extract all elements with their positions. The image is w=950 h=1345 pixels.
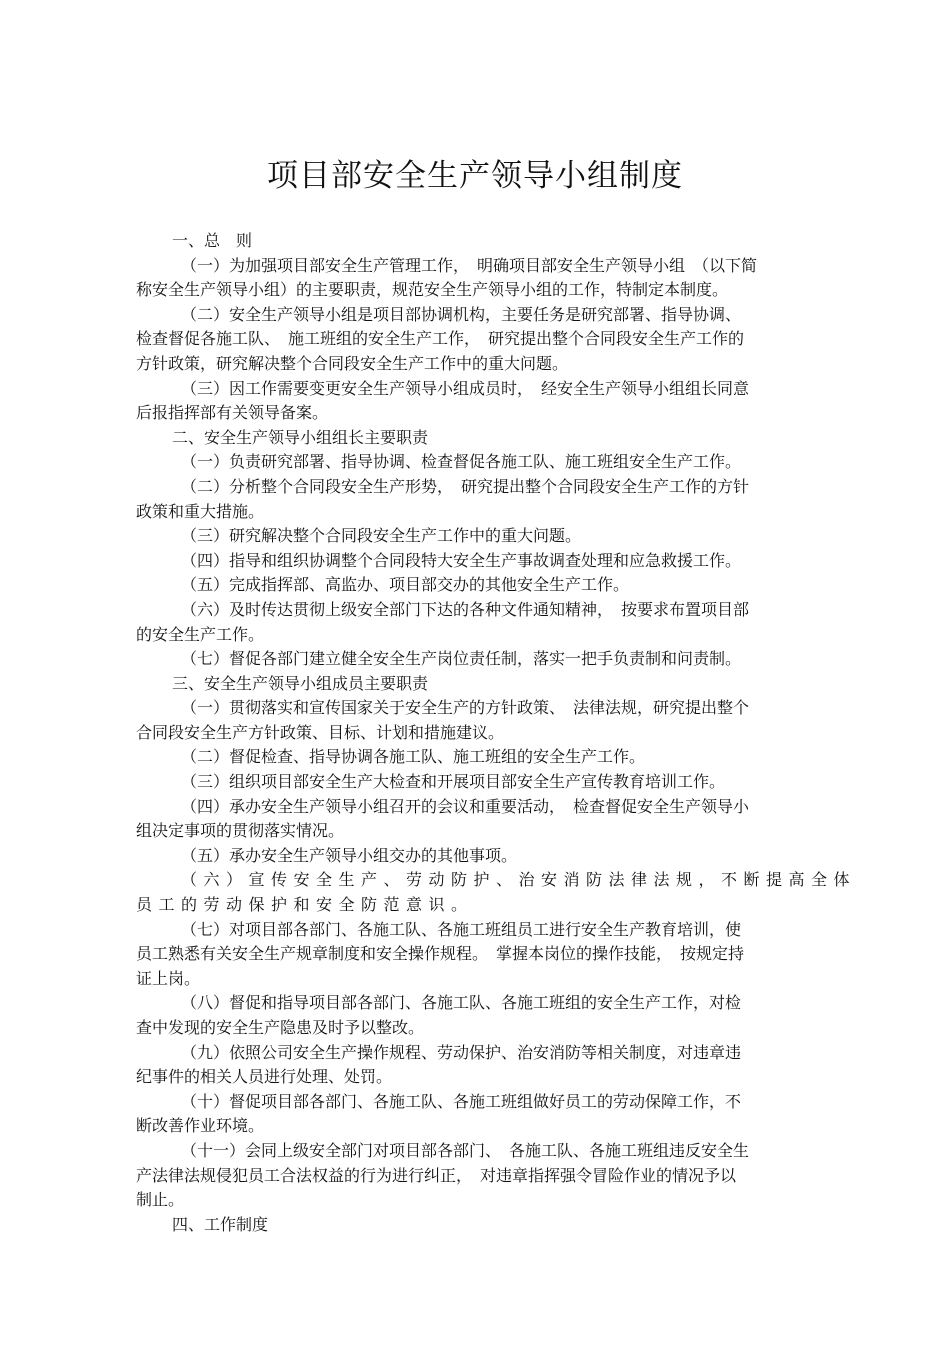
paragraph-line: （五）承办安全生产领导小组交办的其他事项。: [181, 845, 518, 865]
paragraph-line: （二）安全生产领导小组是项目部协调机构，主要任务是研究部署、指导协调、: [181, 304, 742, 324]
paragraph-line: 组决定事项的贯彻落实情况。: [136, 821, 345, 841]
section-heading-work-rules: 四、工作制度: [172, 1214, 269, 1234]
paragraph-line: （三）组织项目部安全生产大检查和开展项目部安全生产宣传教育培训工作。: [181, 772, 726, 792]
paragraph-line: 查中发现的安全生产隐患及时予以整改。: [136, 1018, 425, 1037]
paragraph-line: （三）因工作需要变更安全生产领导小组成员时， 经安全生产领导小组组长同意: [181, 378, 750, 398]
section-heading-general: 一、总 则: [172, 231, 253, 250]
paragraph-line: 政策和重大措施。: [136, 501, 265, 521]
paragraph-line: （一）为加强项目部安全生产管理工作， 明确项目部安全生产领导小组 （以下简: [181, 255, 758, 275]
paragraph-line: 检查督促各施工队、 施工班组的安全生产工作， 研究提出整个合同段安全生产工作的: [136, 329, 745, 349]
paragraph-line: （十）督促项目部各部门、各施工队、各施工班组做好员工的劳动保障工作，不: [181, 1091, 742, 1111]
paragraph-line: 员工熟悉有关安全生产规章制度和安全操作规程。 掌握本岗位的操作技能， 按规定持: [136, 944, 745, 964]
paragraph-line: 合同段安全生产方针政策、目标、计划和措施建议。: [136, 722, 505, 742]
paragraph-line: （五）完成指挥部、高监办、项目部交办的其他安全生产工作。: [181, 575, 630, 595]
document-title: 项目部安全生产领导小组制度: [267, 158, 683, 194]
paragraph-line: 断改善作业环境。: [136, 1116, 265, 1136]
paragraph-line: （四）指导和组织协调整个合同段特大安全生产事故调查处理和应急救援工作。: [181, 550, 742, 570]
section-heading-leader-duties: 二、安全生产领导小组组长主要职责: [172, 427, 429, 447]
section-heading-member-duties: 三、安全生产领导小组成员主要职责: [172, 673, 429, 693]
paragraph-line: 方针政策，研究解决整个合同段安全生产工作中的重大问题。: [136, 353, 569, 373]
paragraph-line: （一）贯彻落实和宣传国家关于安全生产的方针政策、 法律法规，研究提出整个: [181, 698, 750, 718]
paragraph-line: （八）督促和指导项目部各部门、各施工队、各施工班组的安全生产工作，对检: [181, 993, 742, 1013]
paragraph-line: （六）宣传安全生产、劳动防护、治安消防法律法规，不断提高全体: [181, 870, 857, 890]
paragraph-line: （二）督促检查、指导协调各施工队、施工班组的安全生产工作。: [181, 747, 646, 767]
paragraph-line: （一）负责研究部署、指导协调、检查督促各施工队、施工班组安全生产工作。: [181, 452, 742, 472]
paragraph-line: 制止。: [136, 1190, 185, 1210]
paragraph-line: 纪事件的相关人员进行处理、处罚。: [136, 1067, 393, 1087]
paragraph-line: （七）对项目部各部门、各施工队、各施工班组员工进行安全生产教育培训，使: [181, 919, 742, 939]
paragraph-line: （九）依照公司安全生产操作规程、劳动保护、治安消防等相关制度，对违章违: [181, 1042, 742, 1062]
paragraph-line: （十一）会同上级安全部门对项目部各部门、 各施工队、各施工班组违反安全生: [181, 1140, 750, 1160]
paragraph-line: 的安全生产工作。: [136, 624, 265, 644]
paragraph-line: 员工的劳动保护和安全防范意识。: [136, 895, 474, 915]
paragraph-line: （四）承办安全生产领导小组召开的会议和重要活动， 检查督促安全生产领导小: [181, 796, 750, 816]
paragraph-line: 证上岗。: [136, 968, 201, 988]
paragraph-line: （二）分析整个合同段安全生产形势， 研究提出整个合同段安全生产工作的方针: [181, 476, 750, 496]
document-body: [136, 229, 857, 1237]
paragraph-line: （七）督促各部门建立健全安全生产岗位责任制，落实一把手负责制和问责制。: [181, 649, 742, 669]
paragraph-line: 产法律法规侵犯员工合法权益的行为进行纠正， 对违章指挥强令冒险作业的情况予以: [136, 1165, 737, 1185]
paragraph-line: （三）研究解决整个合同段安全生产工作中的重大问题。: [181, 526, 582, 546]
paragraph-line: （六）及时传达贯彻上级安全部门下达的各种文件通知精神， 按要求布置项目部: [181, 599, 750, 619]
paragraph-line: 后报指挥部有关领导备案。: [136, 403, 329, 423]
paragraph-line: 称安全生产领导小组）的主要职责，规范安全生产领导小组的工作，特制定本制度。: [136, 280, 729, 300]
